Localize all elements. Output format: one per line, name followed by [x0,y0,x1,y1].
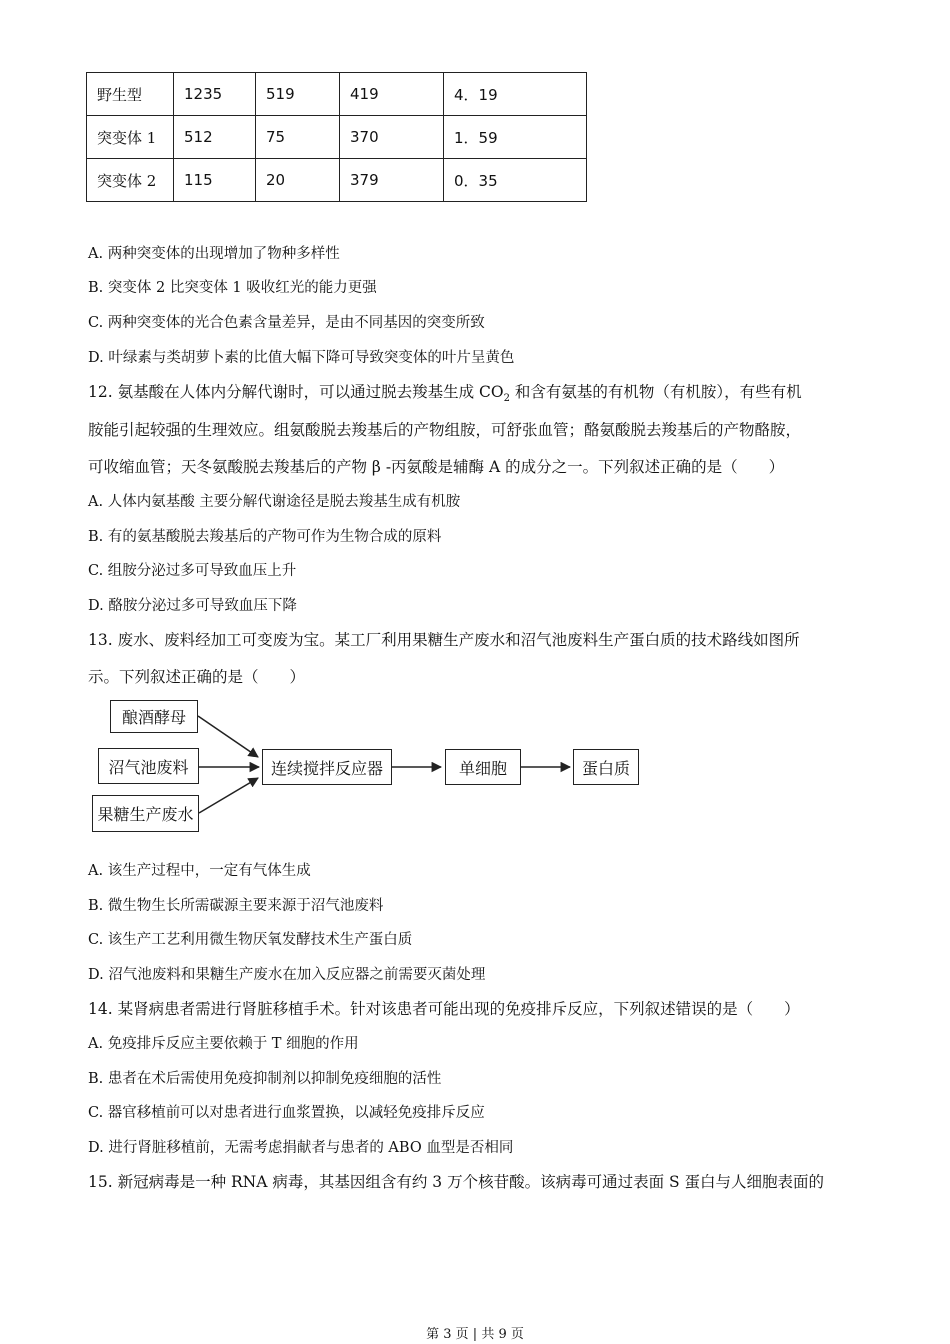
q11-option-c: C. 两种突变体的光合色素含量差异，是由不同基因的突变所致 [88,315,485,331]
table-cell: 4．19 [444,73,587,116]
q12-stem-line2: 胺能引起较强的生理效应。组氨酸脱去羧基后的产物组胺，可舒张血管；酪氨酸脱去羧基后的产物酪胺， [88,421,802,439]
q12-stem-line3: 可收缩血管；天冬氨酸脱去羧基后的产物 β -丙氨酸是辅酶 A 的成分之一。下列叙述正确的是（ ） [88,458,785,476]
q14-option-a: A. 免疫排斥反应主要依赖于 T 细胞的作用 [88,1036,359,1052]
box-yeast: 酿酒酵母 [110,700,198,733]
q11-option-b: B. 突变体 2 比突变体 1 吸收红光的能力更强 [88,280,377,296]
table-cell: 突变体 1 [87,116,174,159]
box-biogas-waste: 沼气池废料 [98,748,199,784]
table-cell: 20 [256,159,340,202]
box-protein: 蛋白质 [573,749,639,785]
table-cell: 突变体 2 [87,159,174,202]
q13-option-c: C. 该生产工艺利用微生物厌氧发酵技术生产蛋白质 [88,932,413,948]
q13-option-a: A. 该生产过程中，一定有气体生成 [88,863,311,879]
table-cell: 379 [340,159,444,202]
table-row [87,116,587,159]
box-fructose-wastewater: 果糖生产废水 [92,795,199,832]
table-row [87,159,587,202]
table-cell: 1．59 [444,116,587,159]
table-cell: 115 [174,159,256,202]
table-cell: 75 [256,116,340,159]
arrow-fructose-to-reactor [199,778,258,813]
q12-option-d: D. 酪胺分泌过多可导致血压下降 [88,598,297,614]
subscript: 2 [503,393,510,405]
q12-option-b: B. 有的氨基酸脱去羧基后的产物可作为生物合成的原料 [88,529,442,545]
q12-option-c: C. 组胺分泌过多可导致血压上升 [88,563,297,579]
box-stirred-reactor: 连续搅拌反应器 [262,749,392,785]
q13-stem-line1: 13. 废水、废料经加工可变废为宝。某工厂利用果糖生产废水和沼气池废料生产蛋白质的技术路线如图所 [88,631,800,649]
q11-option-d: D. 叶绿素与类胡萝卜素的比值大幅下降可导致突变体的叶片呈黄色 [88,350,515,366]
table-cell: 0．35 [444,159,587,202]
q14-stem: 14. 某肾病患者需进行肾脏移植手术。针对该患者可能出现的免疫排斥反应，下列叙述错误的是（ ） [88,1000,800,1018]
q12-option-a: A. 人体内氨基酸 主要分解代谢途径是脱去羧基生成有机胺 [88,494,461,510]
pigment-data-table [86,72,587,202]
q11-option-a: A. 两种突变体的出现增加了物种多样性 [88,246,340,262]
table-cell: 519 [256,73,340,116]
page-number-footer: 第 3 页 | 共 9 页 [426,1327,524,1342]
table-row [87,73,587,116]
table-cell: 370 [340,116,444,159]
box-single-cell: 单细胞 [445,749,521,785]
q15-stem: 15. 新冠病毒是一种 RNA 病毒，其基因组含有约 3 万个核苷酸。该病毒可通过表面 S 蛋白与人细胞表面的 [88,1173,825,1191]
table-cell: 419 [340,73,444,116]
q13-option-d: D. 沼气池废料和果糖生产废水在加入反应器之前需要灭菌处理 [88,967,486,983]
q12-stem-line1 [88,382,802,409]
q13-option-b: B. 微生物生长所需碳源主要来源于沼气池废料 [88,898,384,914]
arrow-yeast-to-reactor [198,716,258,757]
q14-option-b: B. 患者在术后需使用免疫抑制剂以抑制免疫细胞的活性 [88,1071,442,1087]
q14-option-d: D. 进行肾脏移植前，无需考虑捐献者与患者的 ABO 血型是否相同 [88,1140,514,1156]
table-cell: 512 [174,116,256,159]
table-cell: 野生型 [87,73,174,116]
q12-stem-text: 12. 氨基酸在人体内分解代谢时，可以通过脱去羧基生成 CO [88,383,504,401]
q12-stem-text: 和含有氨基的有机物（有机胺），有些有机 [509,383,802,401]
q14-option-c: C. 器官移植前可以对患者进行血浆置换，以减轻免疫排斥反应 [88,1105,485,1121]
table-cell: 1235 [174,73,256,116]
q13-stem-line2: 示。下列叙述正确的是（ ） [88,668,306,686]
